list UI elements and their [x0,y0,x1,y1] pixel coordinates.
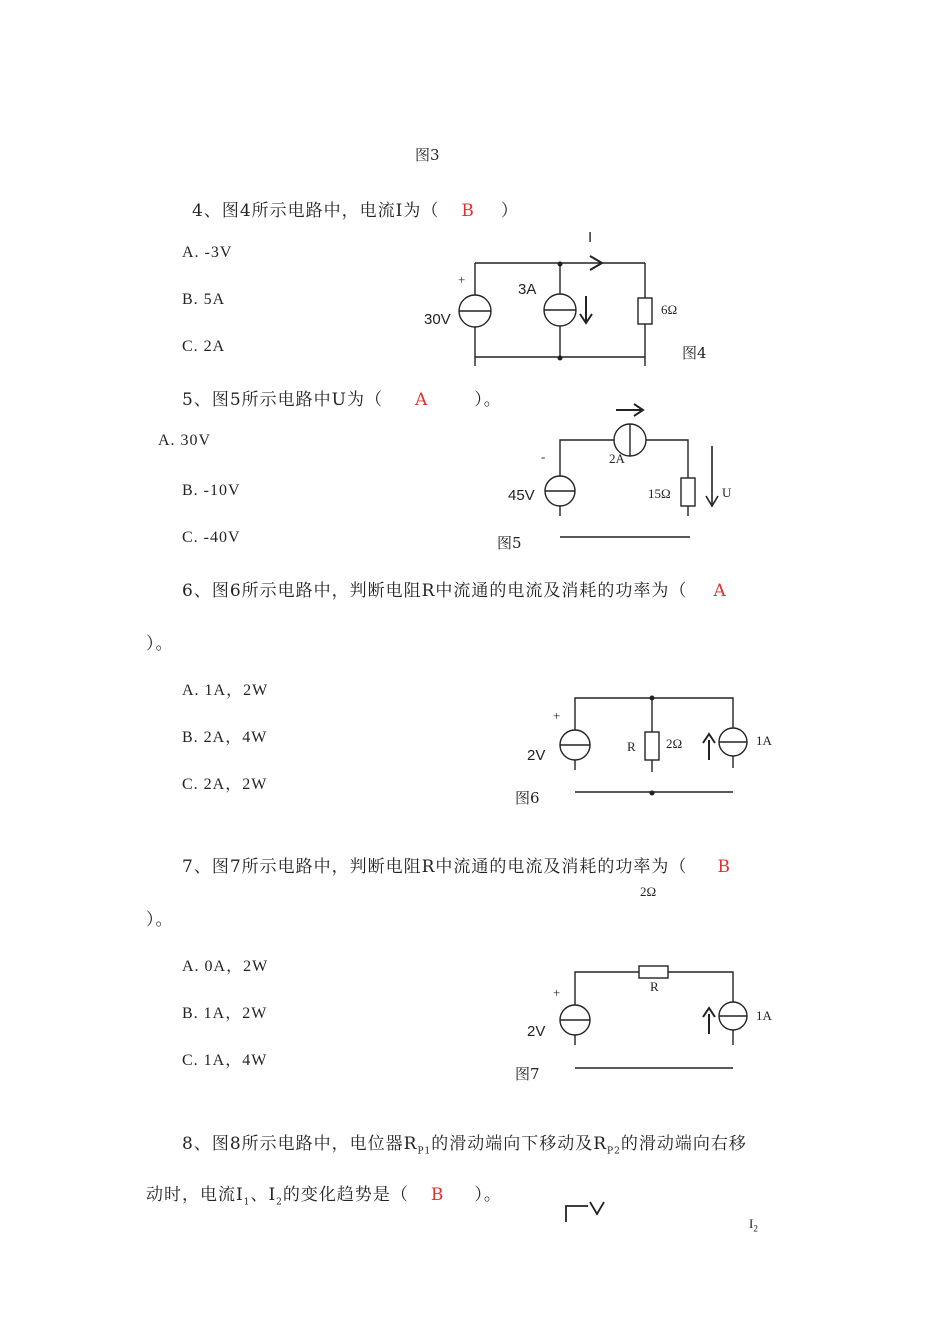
figure-5-minus-sign: - [541,449,546,464]
figure-6-r-label: R [627,739,636,754]
question-5-close: ）。 [474,390,502,410]
question-7-stem: 7、图7所示电路中，判断电阻R中流通的电流及消耗的功率为（ [182,857,688,877]
question-4-option-a: A. -3V [182,244,233,261]
question-6-answer: A [713,581,727,601]
figure-7-caption: 图7 [515,1065,540,1083]
question-7-option-c: C. 1A，4W [182,1052,268,1069]
question-7-option-a: A. 0A，2W [182,958,269,975]
figure-4-voltage-source-label: 30V [424,311,451,328]
figure-5-caption: 图5 [497,534,522,552]
figure-5-voltage-source-label: 45V [508,487,535,504]
question-5-option-a: A. 30V [158,432,212,449]
question-6-option-b: B. 2A，4W [182,729,268,746]
question-6-close: ）。 [146,634,174,654]
figure-8-current-label [749,1216,758,1234]
question-8-text-f: 的变化趋势是（ [282,1185,409,1205]
figure-6-voltage-source-label: 2V [527,747,546,764]
question-8-subscript-p2: P2 [607,1146,621,1157]
question-4-answer: B [461,201,475,221]
figure-5-current-source-label: 2A [609,451,625,466]
question-8-text-e: 、Ⅰ [250,1185,277,1205]
figure-3-caption: 图3 [415,146,440,164]
question-7-option-b: B. 1A，2W [182,1005,268,1022]
question-7-close: ）。 [146,910,174,930]
question-8-close: ）。 [474,1185,502,1205]
question-4-stem: 4、图4所示电路中，电流Ⅰ为（ [192,201,440,221]
question-8-answer: B [430,1185,445,1205]
figure-7-current-source-label: 1A [756,1008,772,1023]
question-6-option-c: C. 2A，2W [182,776,268,793]
question-4-close: ） [500,201,519,221]
question-8-text-d: 动时，电流Ⅰ [146,1185,244,1205]
figure-8-current-letter: I [749,1216,754,1231]
figure-4-resistor-label: 6Ω [661,302,678,317]
figure-6-resistor-label: 2Ω [666,736,683,751]
figure-8-current-subscript: 2 [753,1223,758,1234]
question-8-subscript-p1: P1 [417,1146,432,1157]
figure-4-plus-sign: + [458,272,466,287]
figure-6-caption: 图6 [515,789,540,807]
question-4-option-b: B. 5A [182,291,226,308]
question-5-option-b: B. -10V [182,482,241,499]
figure-7-voltage-source-label: 2V [527,1023,546,1040]
question-8-text-a: 8、图8所示电路中，电位器R [182,1134,418,1154]
figure-5-voltage-label: U [722,485,732,500]
figure-7-resistor-label: 2Ω [640,884,657,899]
figure-6-current-source-label: 1A [756,733,772,748]
figure-4-current-label: I [588,229,593,246]
figure-7-r-label: R [650,979,659,994]
question-5-stem: 5、图5所示电路中U为（ [182,390,383,410]
question-6-stem: 6、图6所示电路中，判断电阻R中流通的电流及消耗的功率为（ [182,581,688,601]
question-8-text-b: 的滑动端向下移动及R [431,1134,608,1154]
figure-7-plus-sign: + [553,985,561,1000]
figure-5-resistor-label: 15Ω [648,486,671,501]
figure-4-current-source-label: 3A [518,281,537,298]
figure-4-caption: 图4 [682,344,707,362]
question-5-answer: A [414,390,429,410]
question-8-subscript-2: 2 [276,1197,283,1208]
question-6-option-a: A. 1A，2W [182,682,269,699]
question-4-option-c: C. 2A [182,338,226,355]
question-7-answer: B [717,857,731,877]
question-8-text-c: 的滑动端向右移 [620,1134,747,1154]
question-5-option-c: C. -40V [182,529,241,546]
question-8-subscript-1: 1 [243,1197,251,1208]
figure-6-plus-sign: + [553,708,561,723]
